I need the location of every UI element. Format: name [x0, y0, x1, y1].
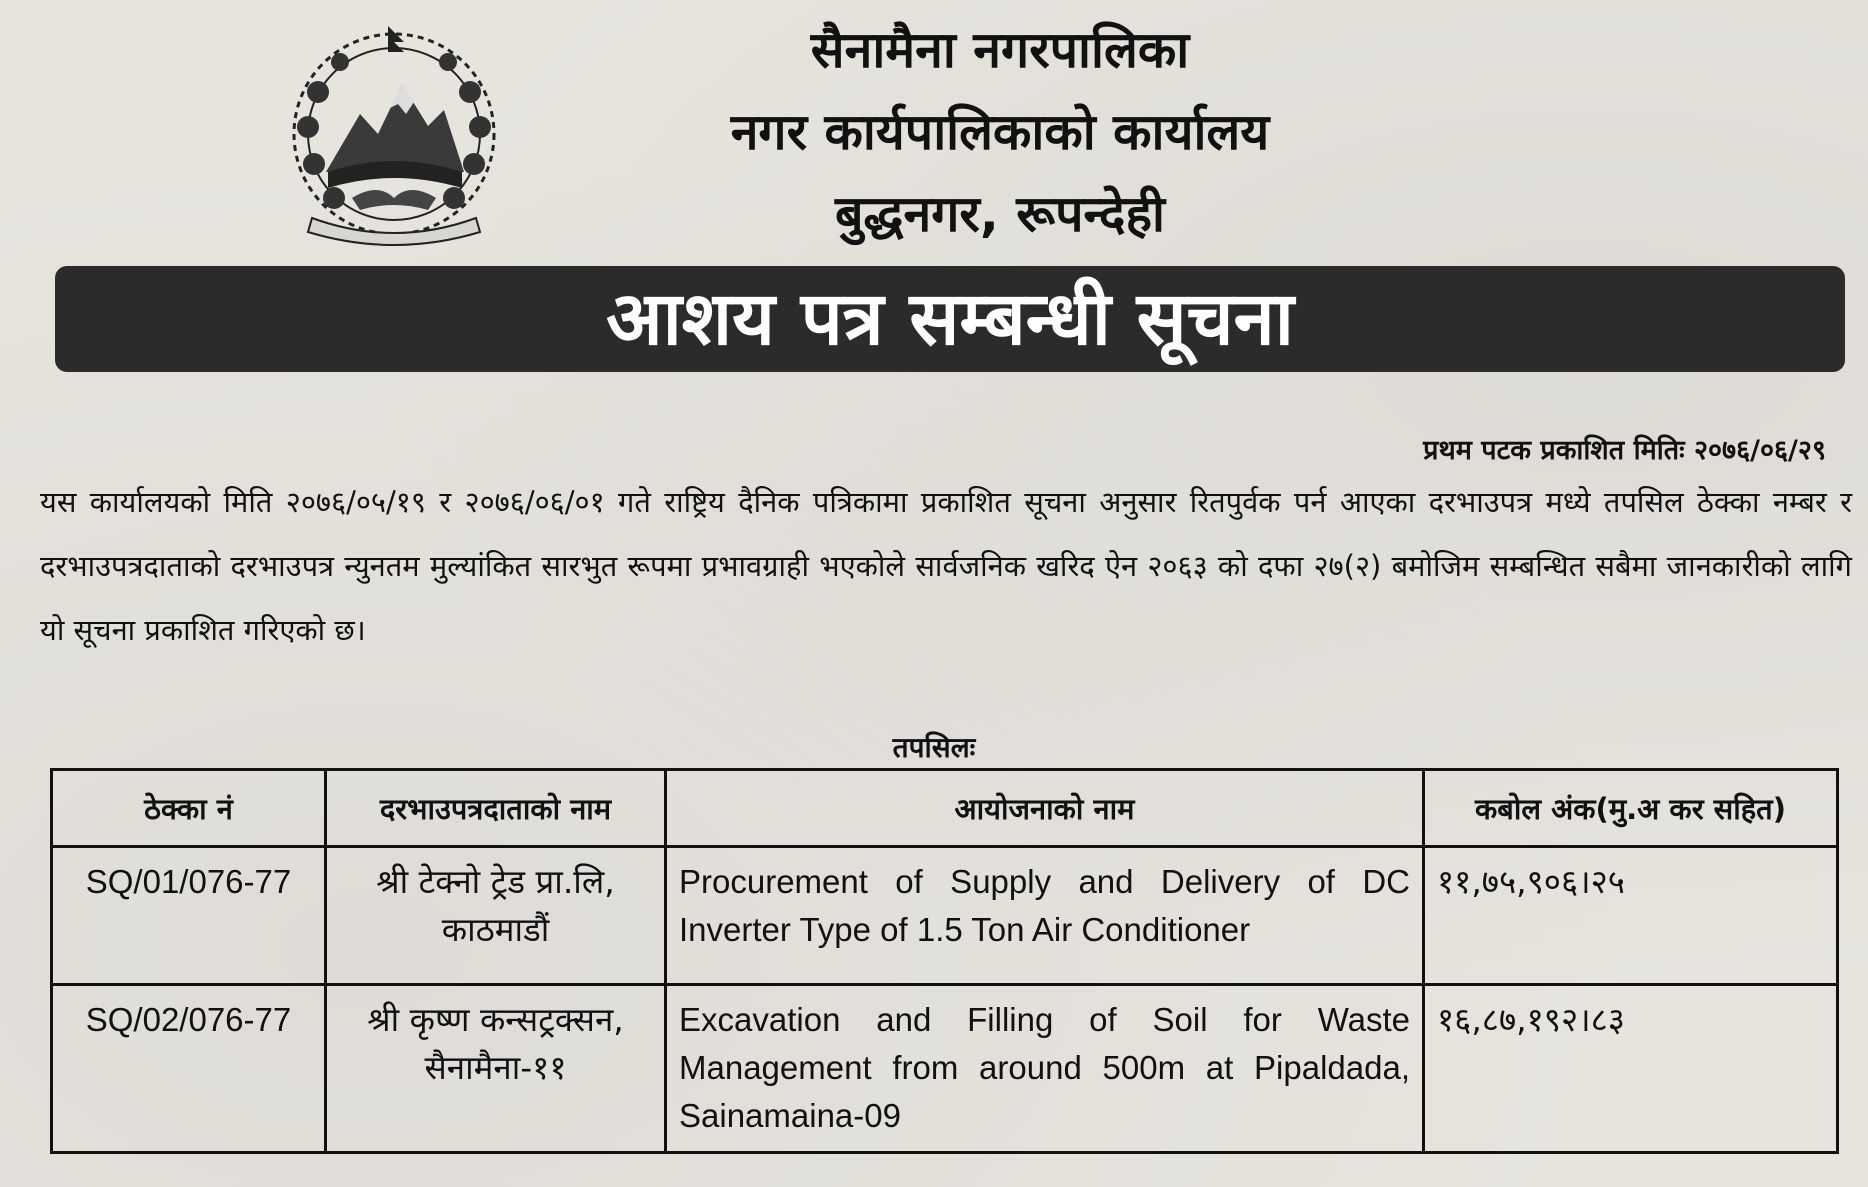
- office-name: नगर कार्यपालिकाको कार्यालय: [730, 103, 1270, 161]
- bid-amount-cell: १६,८७,१९२।८३: [1424, 985, 1838, 1153]
- header-bid-amount: कबोल अंक(मु.अ कर सहित): [1424, 770, 1838, 847]
- notice-title-banner: [55, 266, 1845, 372]
- table-row: [52, 847, 1838, 985]
- bidder-name-cell: [326, 847, 666, 985]
- municipality-name: सैनामैना नगरपालिका: [810, 21, 1190, 79]
- bidder-name-line: श्री कृष्ण कन्सट्रक्सन,: [367, 1000, 624, 1039]
- table-caption: तपसिलः: [892, 731, 976, 764]
- header-bidder-name: दरभाउपत्रदाताको नाम: [326, 770, 666, 847]
- notice-body-paragraph: यस कार्यालयको मिति २०७६/०५/१९ र २०७६/०६/०१ गते राष्ट्रिय दैनिक पत्रिकामा प्रकाशित सूचना अनुसार रितपुर्वक पर्न आएका दरभाउपत्र मध्ये तपसिल ठेक्का नम्बर र दरभाउपत्रदाताको दरभाउपत्र न्युनतम मुल्यांकित सारभुत रूपमा प्रभावग्राही भएकोले सार्वजनिक खरिद ऐन २०६३ को दफा २७(२) बमोजिम सम्बन्धित सबैमा जानकारीको लागि यो सूचना प्रकाशित गरिएको छ।: [40, 485, 1852, 647]
- notice-title: आशय पत्र सम्बन्धी सूचना: [606, 276, 1294, 362]
- nepal-government-emblem-icon: [278, 22, 510, 248]
- contract-table: [50, 768, 1839, 1154]
- contract-no-cell: SQ/02/076-77: [52, 985, 326, 1153]
- table-header-row: [52, 770, 1838, 847]
- header-project-name: आयोजनाको नाम: [666, 770, 1424, 847]
- project-name-cell: Excavation and Filling of Soil for Waste Management from around 500m at Pipaldada, Sainamaina-09: [666, 985, 1424, 1153]
- bidder-name-line: श्री टेक्नो ट्रेड प्रा.लि,: [376, 862, 615, 901]
- contract-no-cell: SQ/01/076-77: [52, 847, 326, 985]
- project-name-cell: Procurement of Supply and Delivery of DC Inverter Type of 1.5 Ton Air Conditioner: [666, 847, 1424, 985]
- bid-amount-cell: ११,७५,९०६।२५: [1424, 847, 1838, 985]
- bidder-location-line: सैनामैना-११: [424, 1048, 567, 1087]
- header-contract-no: ठेक्का नं: [52, 770, 326, 847]
- bidder-name-cell: [326, 985, 666, 1153]
- publication-date: प्रथम पटक प्रकाशित मितिः २०७६/०६/२९: [1423, 435, 1826, 466]
- bidder-location-line: काठमाडौं: [441, 910, 550, 949]
- office-location: बुद्धनगर, रूपन्देही: [834, 185, 1165, 243]
- table-row: [52, 985, 1838, 1153]
